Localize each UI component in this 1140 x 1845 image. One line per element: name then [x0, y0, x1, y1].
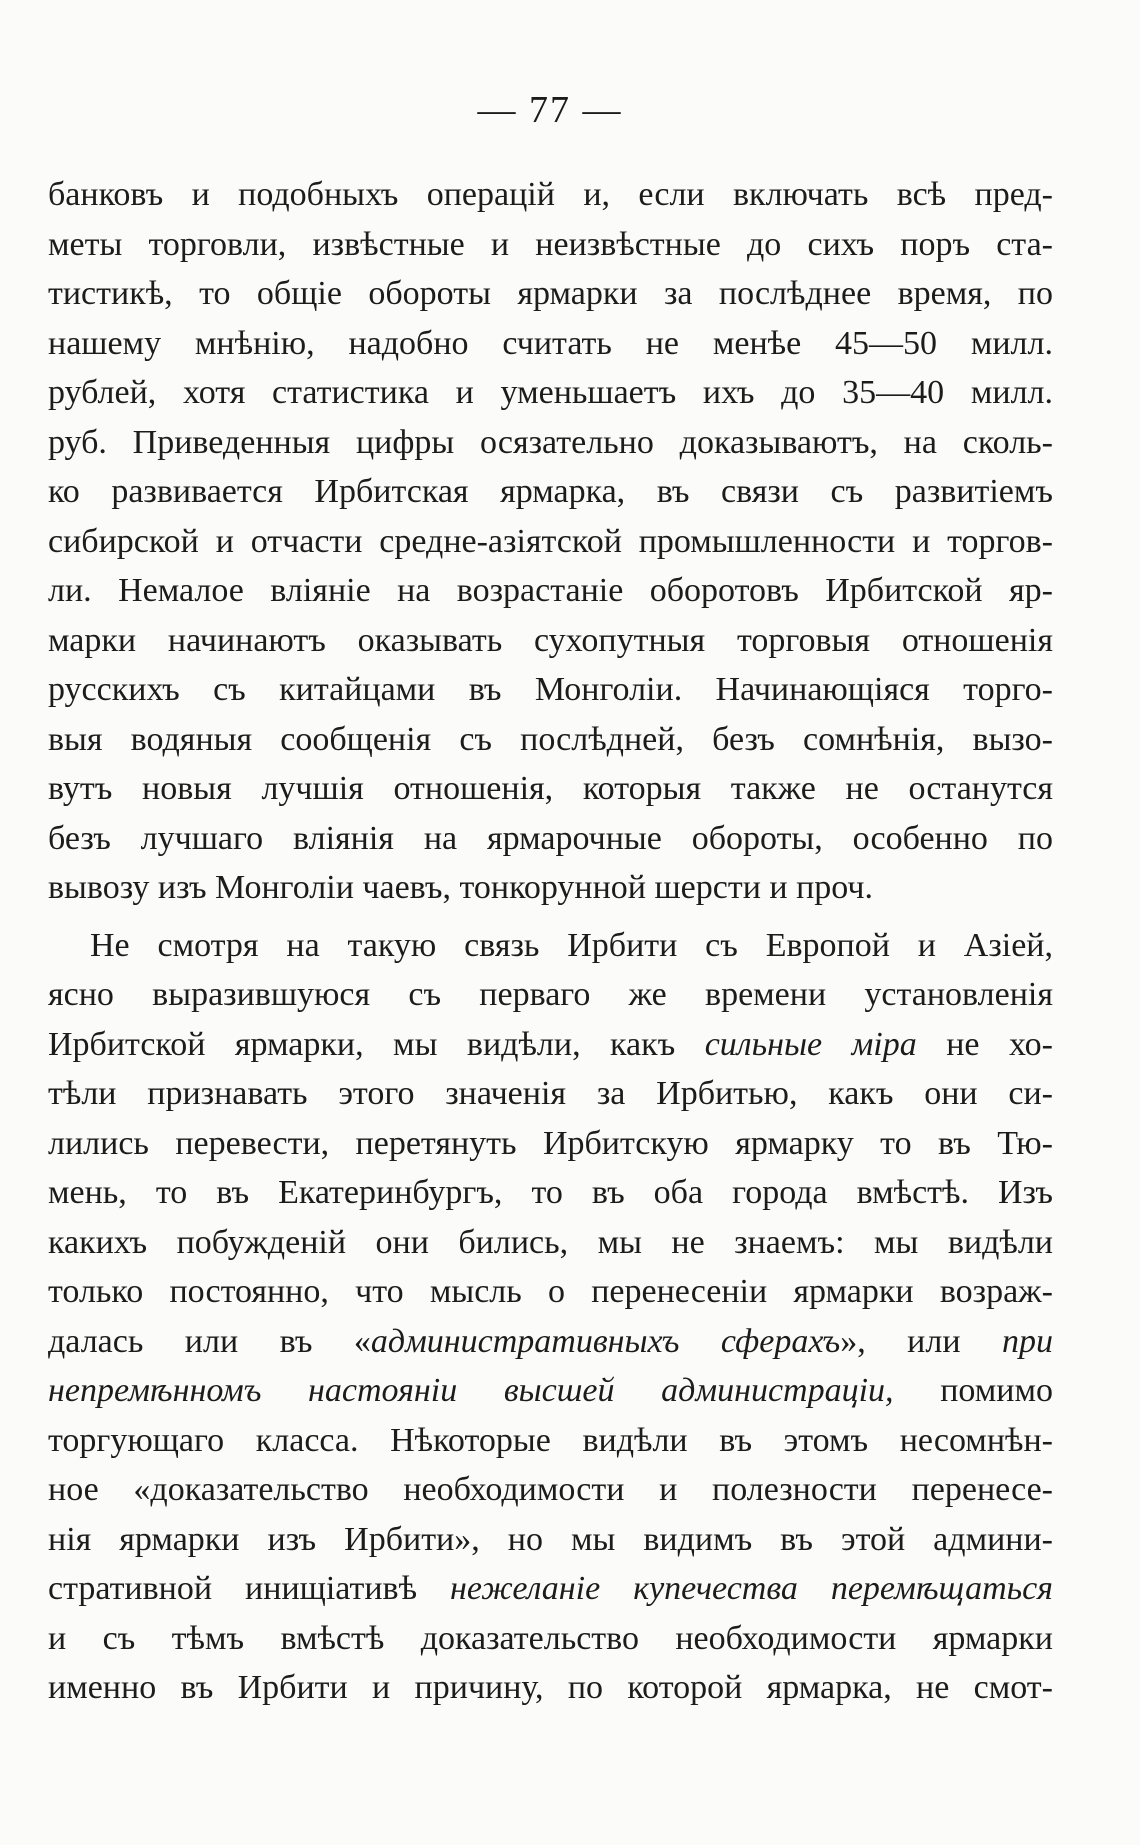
- page-number: — 77 —: [477, 89, 623, 131]
- paragraph2-line: [48, 1317, 1053, 1367]
- paragraph2-line: ное «доказательство необходимости и полезности перенесе-: [48, 1471, 1053, 1508]
- paragraph1-line: банковъ и подобныхъ операцій и, если включать всѣ пред-: [48, 176, 1053, 213]
- paragraph1-line: рублей, хотя статистика и уменьшаетъ ихъ до 35—40 милл.: [48, 374, 1053, 411]
- paragraph2-line: нія ярмарки изъ Ирбити», но мы видимъ въ этой админи-: [48, 1520, 1053, 1558]
- text-run: помимо: [940, 1372, 1053, 1409]
- paragraph1-line: вывозу изъ Монголіи чаевъ, тонкорунной шерсти и проч.: [48, 869, 874, 906]
- paragraph1-line: нашему мнѣнію, надобно считать не менѣе 45—50 милл.: [48, 324, 1053, 362]
- paragraph1-line: сибирской и отчасти средне-азіятской промышленности и торгов-: [48, 522, 1053, 560]
- paragraph2-line: Не смотря на такую связь Ирбити съ Европой и Азіей,: [90, 926, 1053, 964]
- paragraph2-line: и съ тѣмъ вмѣстѣ доказательство необходимости ярмарки: [48, 1619, 1053, 1657]
- paragraph2-line: тѣли признавать этого значенія за Ирбитью, какъ они си-: [48, 1075, 1053, 1112]
- paragraph1-line: вутъ новыя лучшія отношенія, которыя также не останутся: [48, 770, 1053, 807]
- paragraph1-line: русскихъ съ китайцами въ Монголіи. Начинающіяся торго-: [48, 671, 1053, 708]
- italic-text-run: непремѣнномъ настояніи высшей администраціи,: [48, 1372, 894, 1409]
- text-run: не хо-: [946, 1025, 1053, 1063]
- paragraph1-line: ли. Немалое вліяніе на возрастаніе оборотовъ Ирбитской яр-: [48, 572, 1053, 609]
- body-text: [48, 170, 1053, 1713]
- text-run: », или: [840, 1322, 961, 1360]
- paragraph2-line: именно въ Ирбити и причину, по которой ярмарка, не смот-: [48, 1669, 1053, 1706]
- paragraph2-line: какихъ побужденій они бились, мы не знаемъ: мы видѣли: [48, 1223, 1053, 1261]
- paragraph2-line: торгующаго класса. Нѣкоторые видѣли въ этомъ несомнѣн-: [48, 1421, 1053, 1459]
- paragraph1-line: меты торговли, извѣстные и неизвѣстные до сихъ поръ ста-: [48, 225, 1053, 263]
- italic-text-run: сильные міра: [704, 1025, 917, 1063]
- text-run: стративной инищіативѣ: [48, 1570, 418, 1607]
- paragraph1-line: марки начинаютъ оказывать сухопутныя торговыя отношенія: [48, 621, 1053, 659]
- paragraph1-line: безъ лучшаго вліянія на ярмарочные обороты, особенно по: [48, 819, 1053, 857]
- paragraph2-line: [48, 1366, 1053, 1416]
- paragraph1-line: руб. Приведенныя цифры осязательно доказываютъ, на сколь-: [48, 423, 1053, 461]
- paragraph1-line: выя водяныя сообщенія съ послѣдней, безъ сомнѣнія, вызо-: [48, 720, 1053, 758]
- text-run: далась или въ «: [48, 1322, 371, 1360]
- paragraph2-line: лились перевести, перетянуть Ирбитскую ярмарку то въ Тю-: [48, 1124, 1053, 1162]
- paragraph2-line: только постоянно, что мысль о перенесеніи ярмарки возраж-: [48, 1273, 1053, 1310]
- paragraph2-line: [48, 1564, 1053, 1614]
- paragraph2-line: мень, то въ Екатеринбургъ, то въ оба города вмѣстѣ. Изъ: [48, 1174, 1053, 1211]
- italic-text-run: административныхъ сферахъ: [370, 1322, 841, 1360]
- italic-text-run: при: [1002, 1322, 1054, 1360]
- paragraph-gap: [48, 913, 1053, 921]
- paragraph1-line: тистикѣ, то общіе обороты ярмарки за послѣднее время, по: [48, 275, 1053, 312]
- italic-text-run: нежеланіе купечества перемѣщаться: [450, 1570, 1053, 1607]
- paragraph2-line: ясно выразившуюся съ перваго же времени установленія: [48, 976, 1053, 1013]
- text-run: Ирбитской ярмарки, мы видѣли, какъ: [48, 1025, 676, 1063]
- paragraph1-line: ко развивается Ирбитская ярмарка, въ связи съ развитіемъ: [48, 473, 1053, 510]
- paragraph2-line: [48, 1020, 1053, 1070]
